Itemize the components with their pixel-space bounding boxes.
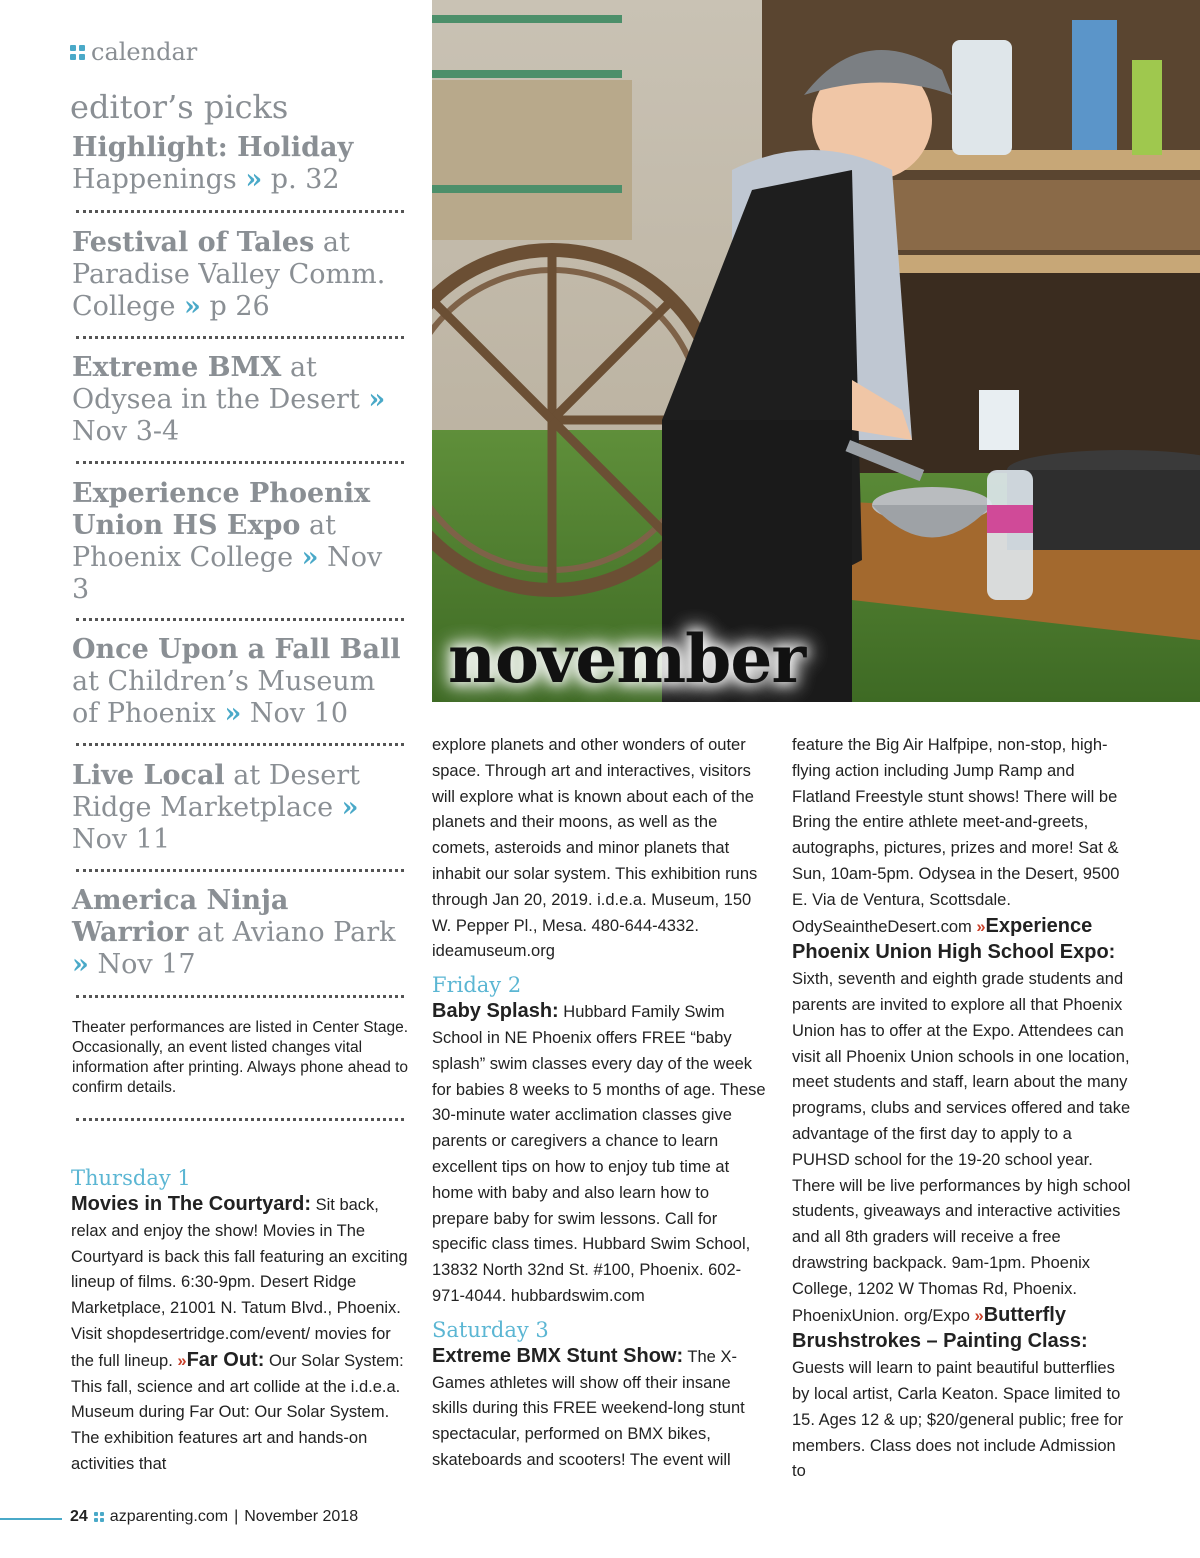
arrow-icon: »: [72, 949, 89, 980]
site-link[interactable]: azparenting.com: [109, 1508, 229, 1525]
pick-item-6[interactable]: Live Local at Desert Ridge Marketplace » Nov 11: [72, 760, 361, 855]
event-title: Extreme BMX Stunt Show:: [432, 1344, 684, 1367]
event-title: Baby Splash:: [432, 1000, 559, 1023]
hero-photo: [432, 0, 1200, 702]
divider: [76, 1118, 404, 1121]
day-heading: Saturday 3: [432, 1317, 549, 1342]
arrow-icon: »: [177, 1351, 187, 1370]
arrow-icon: »: [974, 1306, 984, 1325]
event-title: Far Out:: [186, 1348, 265, 1371]
pick-item-5[interactable]: Once Upon a Fall Ball at Children’s Museum of Phoenix » Nov 10: [72, 634, 401, 729]
arrow-icon: »: [245, 164, 263, 195]
arrow-icon: »: [224, 698, 242, 729]
events-column-2: explore planets and other wonders of outer space. Through art and interactives, visitors will explore what is known about each of the planets and their moons, as well as the comets, asteroids and minor planets that inhabit our solar system. This exhibition runs through Jan 20, 2019. i.d.e.a. Museum, 150 W. Pepper Pl., Mesa. 480-644-4332. ideamuseum.org Friday 2 Baby Splash: Hubbard Family Swim School in NE Phoenix offers FREE “baby splash” swim classes every day of the week for babies 8 weeks to 5 months of age. These 30-minute water acclimation classes give parents or caregivers a chance to learn excellent tips on how to enjoy tub time at home with baby and also learn how to prepare baby for swim lessons. Call for specific class times. Hubbard Swim School, 13832 North 32nd St. #100, Phoenix. 602-971-4044. hubbardswim.com Saturday 3 Extreme BMX Stunt Show: The X-Games athletes will show off their insane skills during this FREE weekend-long stunt spectacular, performed on BMX bikes, skateboards and scooters! The event will: [432, 733, 770, 1474]
event-title: Butterfly Brushstrokes – Painting Class:: [792, 1303, 1088, 1353]
divider: [76, 995, 404, 998]
page-number: 24: [70, 1508, 88, 1525]
arrow-icon: »: [368, 384, 386, 415]
page-footer: 24 azparenting.com | November 2018: [70, 1508, 359, 1525]
divider: [76, 869, 404, 872]
arrow-icon: »: [184, 291, 201, 322]
editors-picks-title: editor’s picks: [70, 88, 289, 126]
events-column-1: Thursday 1 Movies in The Courtyard: Sit back, relax and enjoy the show! Movies in The Courtyard is back this fall featuring an exciting lineup of films. 6:30-9pm. Desert Ridge Marketplace, 21001 N. Tatum Blvd., Phoenix. Visit shopdesertridge.com/event/ movies for the full lineup. »Far Out: Our Solar System: This fall, science and art collide at the i.d.e.a. Museum during Far Out: Our Solar System. The exhibition features art and hands-on activities that: [71, 1164, 411, 1478]
month-heading: november: [448, 620, 806, 698]
divider: [76, 210, 404, 213]
arrow-icon: »: [341, 792, 359, 823]
event-title: Movies in The Courtyard:: [71, 1193, 312, 1215]
divider: [76, 461, 404, 464]
pick-item-4[interactable]: Experience Phoenix Union HS Expo at Phoenix College » Nov 3: [72, 478, 383, 605]
divider: [76, 336, 404, 339]
pick-item-3[interactable]: Extreme BMX at Odysea in the Desert » Nov 3-4: [72, 352, 386, 447]
day-heading: Friday 2: [432, 973, 522, 998]
event-title: Experience Phoenix Union High School Expo:: [792, 914, 1116, 964]
arrow-icon: »: [301, 542, 319, 573]
divider: [76, 618, 404, 621]
pick-item-1[interactable]: Highlight: Holiday Happenings » p. 32: [72, 132, 354, 195]
divider: [76, 743, 404, 746]
section-label: calendar: [70, 38, 197, 66]
arrow-icon: »: [976, 917, 986, 936]
pick-item-2[interactable]: Festival of Tales at Paradise Valley Comm. College » p 26: [72, 227, 386, 322]
grid-dots-icon: [94, 1512, 104, 1522]
events-column-3: feature the Big Air Halfpipe, non-stop, high-flying action including Jump Ramp and Flatland Freestyle stunt shows! There will be Bring the entire athlete meet-and-greets, autographs, pictures, prizes and more! Sat & Sun, 10am-5pm. Odysea in the Desert, 9500 E. Via de Ventura, Scottsdale. OdySeaintheDesert.com »Experience Phoenix Union High School Expo: Sixth, seventh and eighth grade students and parents are invited to explore all that Phoenix Union has to offer at the Expo. Attendees can visit all Phoenix Union schools in one location, meet students and staff, learn about the many programs, clubs and services offered and take advantage of the first day to apply to a PUHSD school for the 19-20 school year. There will be live performances by high school students, giveaways and interactive activities and all 8th graders will receive a free drawstring backpack. 9am-1pm. Phoenix College, 1202 W Thomas Rd, Phoenix. PhoenixUnion. org/Expo »Butterfly Brushstrokes – Painting Class: Guests will learn to paint beautiful butterflies by local artist, Carla Keaton. Space limited to 15. Ages 12 & up; $20/general public; free for members. Class does not include Admission to: [792, 736, 1131, 1481]
grid-dots-icon: [70, 45, 85, 60]
issue-date: November 2018: [244, 1508, 359, 1525]
photo-illustration: [432, 0, 1200, 702]
disclaimer-note: Theater performances are listed in Center Stage. Occasionally, an event listed changes vital information after printing. Always phone ahead to confirm details.: [72, 1019, 409, 1096]
day-heading: Thursday 1: [71, 1166, 191, 1190]
footer-rule: [0, 1518, 62, 1520]
pick-item-7[interactable]: America Ninja Warrior at Aviano Park » Nov 17: [72, 885, 396, 980]
